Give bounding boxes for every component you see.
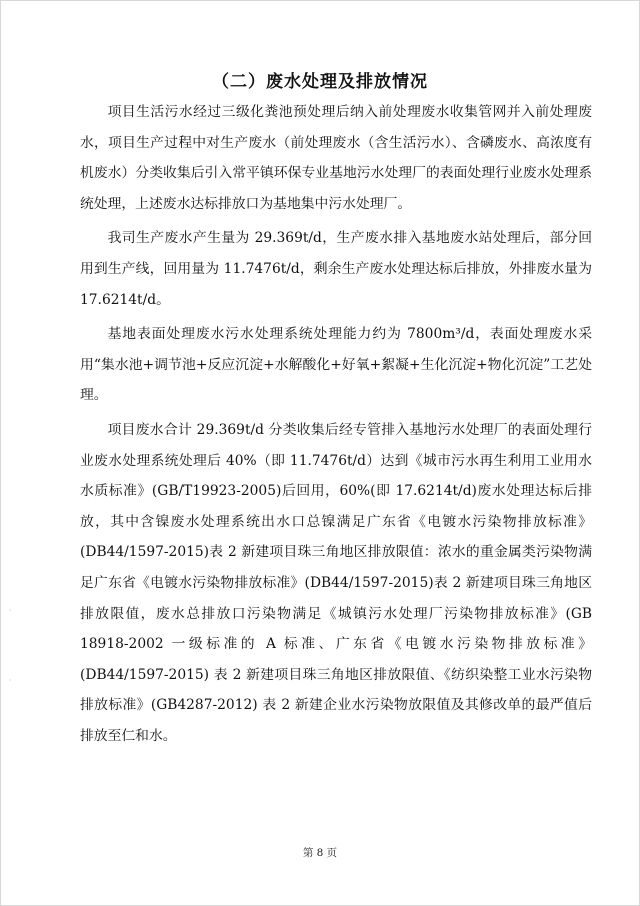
paragraph-domestic-sewage: 项目生活污水经过三级化粪池预处理后纳入前处理废水收集管网并入前处理废水，项目生产过程中对生产废水（前处理废水（含生活污水）、含磷废水、高浓度有机废水）分类收集后引入常平镇环保专业基地污水处理厂的表面处理行业废水处理系统处理，上述废水达标排放口为基地集中污水处理厂。 [80, 104, 592, 212]
paragraph-wastewater-volume: 我司生产废水产生量为 29.369t/d，生产废水排入基地废水站处理后，部分回用到生产线，回用量为 11.7476t/d，剩余生产废水处理达标后排放，外排废水量为 17.6214t/d。 [80, 230, 592, 308]
section-heading: （二）废水处理及排放情况 [212, 72, 428, 92]
paragraph-treatment-capacity: 基地表面处理废水污水处理系统处理能力约为 7800m³/d，表面处理废水采用“集水池+调节池+反应沉淀+水解酸化+好氧+絮凝+生化沉淀+物化沉淀”工艺处理。 [80, 326, 592, 404]
margin-scribble-mark: · [9, 676, 12, 685]
document-body [80, 97, 592, 751]
margin-scribble-mark: · [9, 606, 12, 615]
page-number: 第 8 页 [302, 847, 338, 859]
paragraph-discharge-standards: 项目废水合计 29.369t/d 分类收集后经专管排入基地污水处理厂的表面处理行业废水处理系统处理后 40%（即 11.7476t/d）达到《城市污水再生利用工业用水水质标准》(GB/T19923-2005)后回用，60%(即 17.6214t/d)废水处理达标后排放，其中含镍废水处理系统出水口总镍满足广东省《电镀水污染物排放标准》(DB44/1597-2015)表 2 新建项目珠三角地区排放限值：浓水的重金属类污染物满足广东省《电镀水污染物排放标准》(DB44/1597-2015)表 2 新建项目珠三角地区排放限值，废水总排放口污染物满足《城镇污水处理厂污染物排放标准》(GB 18918-2002 一级标准的 A 标准、广东省《电镀水污染物排放标准》(DB44/1597-2015) 表 2 新建项目珠三角地区排放限值、《纺织染整工业水污染物排放标准》(GB4287-2012) 表 2 新建企业水污染物放限值及其修改单的最严值后排放至仁和水。 [80, 421, 592, 744]
